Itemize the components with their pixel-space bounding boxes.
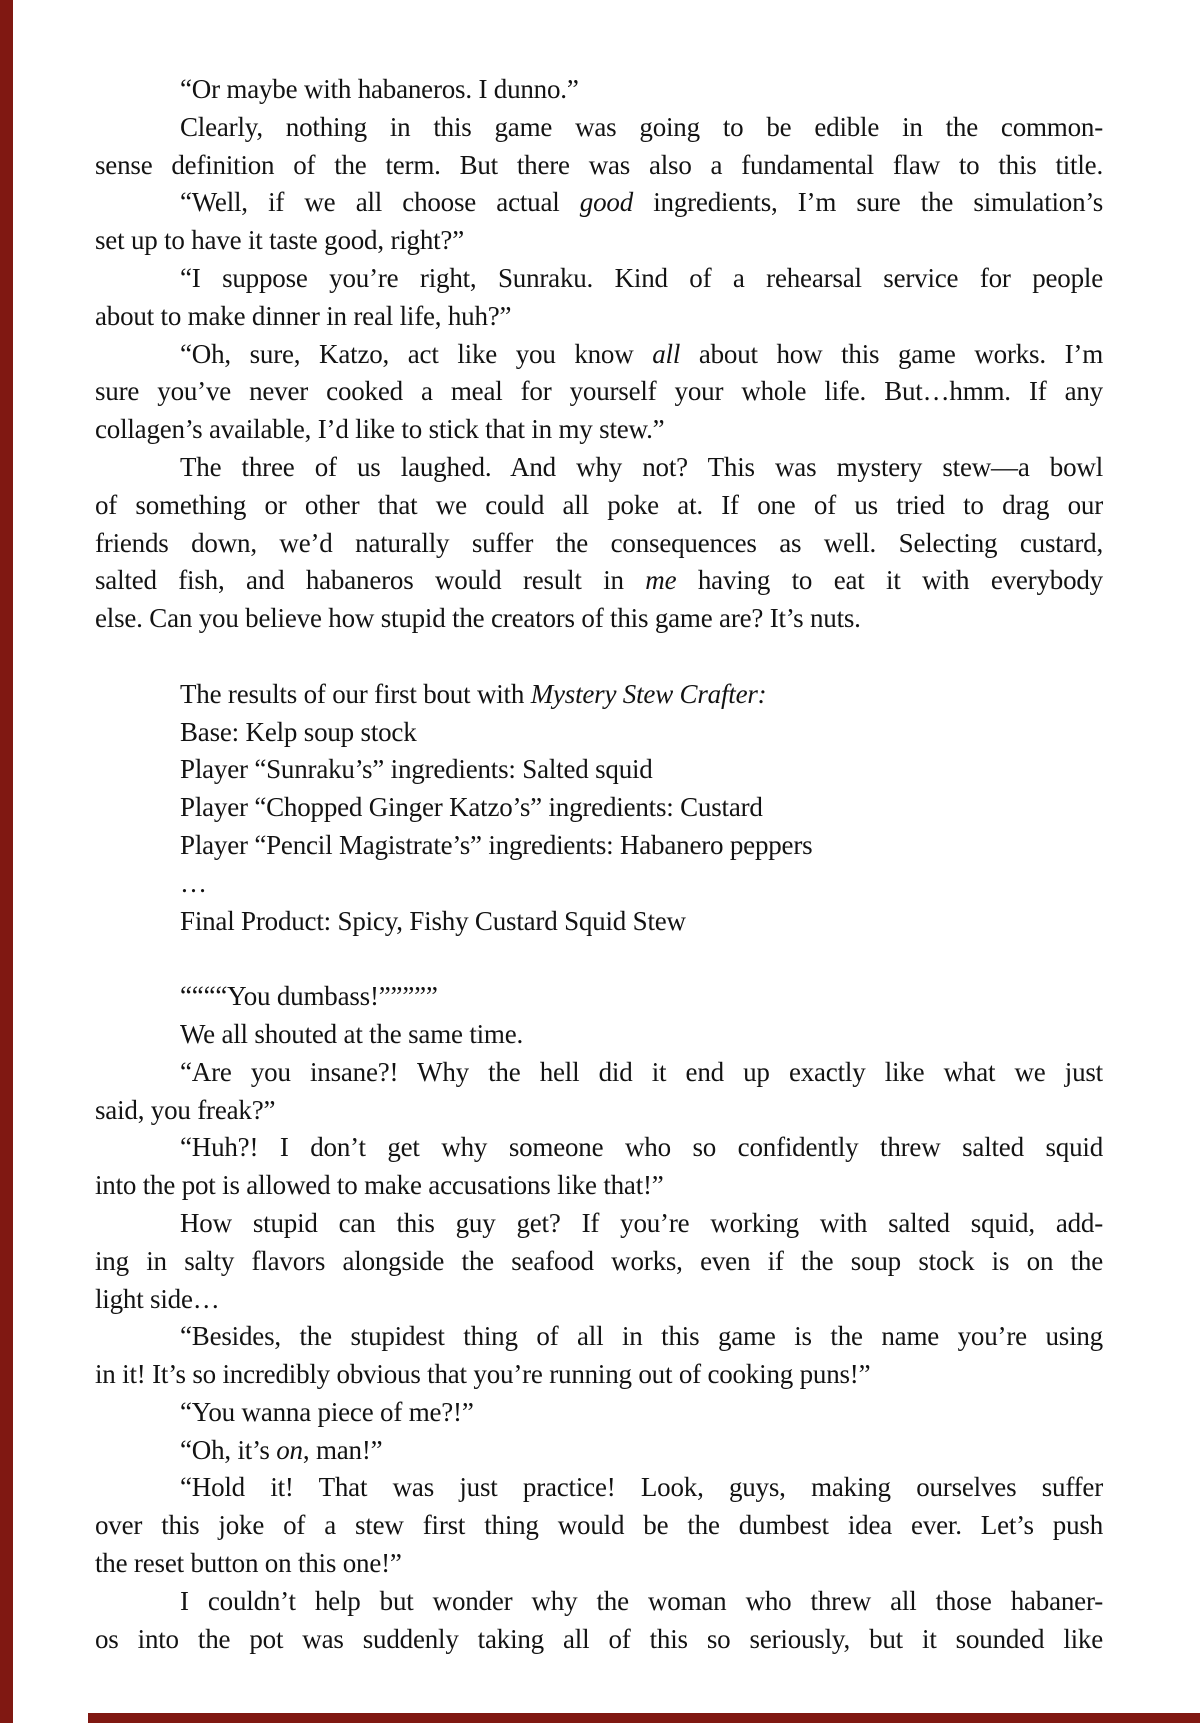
text-segment: … <box>180 867 207 898</box>
text-segment: said, you freak?” <box>95 1094 276 1125</box>
text-segment: friends down, we’d naturally suffer the consequences as well. Selecting custard, <box>95 527 1103 558</box>
text-line <box>95 449 1103 487</box>
text-line <box>95 1394 1103 1432</box>
text-segment: Player “Pencil Magistrate’s” ingredients: Habanero peppers <box>180 829 813 860</box>
text-line <box>95 487 1103 525</box>
text-line <box>95 336 1103 374</box>
text-line <box>95 1469 1103 1507</box>
text-segment: ““““You dumbass!””””” <box>180 981 438 1012</box>
text-segment: else. Can you believe how stupid the creators of this game are? It’s nuts. <box>95 603 861 634</box>
text-segment: Player “Chopped Ginger Katzo’s” ingredients: Custard <box>180 792 763 823</box>
text-segment: “Well, if we all choose actual <box>180 187 580 218</box>
text-segment: light side… <box>95 1283 220 1314</box>
text-line <box>95 1432 1103 1470</box>
text-segment: ingredients, I’m sure the simulation’s <box>633 187 1104 218</box>
paragraph-gap <box>95 638 1103 676</box>
text-line <box>95 751 1103 789</box>
text-line <box>95 1054 1103 1092</box>
text-segment: sure you’ve never cooked a meal for yourself your whole life. But…hmm. If any <box>95 376 1103 407</box>
text-line <box>95 222 1103 260</box>
text-line <box>95 1016 1103 1054</box>
text-segment: Base: Kelp soup stock <box>180 716 417 747</box>
text-segment: The results of our first bout with <box>180 678 531 709</box>
text-segment: “Oh, sure, Katzo, act like you know <box>180 338 653 369</box>
text-segment: into the pot is allowed to make accusations like that!” <box>95 1170 664 1201</box>
italic-text-segment: me <box>645 565 677 596</box>
text-segment: having to eat it with everybody <box>676 565 1103 596</box>
text-segment: salted fish, and habaneros would result in <box>95 565 646 596</box>
page-edge-bottom <box>88 1713 1200 1723</box>
text-line <box>95 903 1103 941</box>
text-segment: the reset button on this one!” <box>95 1548 402 1579</box>
text-segment: Final Product: Spicy, Fishy Custard Squid Stew <box>180 905 686 936</box>
text-line <box>95 147 1103 185</box>
text-segment: in it! It’s so incredibly obvious that you’re running out of cooking puns!” <box>95 1359 871 1390</box>
text-segment: I couldn’t help but wonder why the woman who threw all those habaner- <box>180 1585 1103 1616</box>
italic-text-segment: Mystery Stew Crafter: <box>530 678 767 709</box>
page-edge-left <box>0 0 13 1723</box>
text-segment: “Huh?! I don’t get why someone who so confidently threw salted squid <box>180 1132 1103 1163</box>
text-segment: The three of us laughed. And why not? This was mystery stew—a bowl <box>180 451 1103 482</box>
text-line <box>95 1621 1103 1659</box>
text-line <box>95 827 1103 865</box>
text-segment: of something or other that we could all poke at. If one of us tried to drag our <box>95 489 1103 520</box>
text-segment: “Hold it! That was just practice! Look, guys, making ourselves suffer <box>180 1472 1103 1503</box>
italic-text-segment: on <box>276 1434 303 1465</box>
text-line <box>95 1318 1103 1356</box>
text-line <box>95 109 1103 147</box>
text-line <box>95 1507 1103 1545</box>
text-line <box>95 1545 1103 1583</box>
text-line <box>95 1129 1103 1167</box>
paragraph-gap <box>95 940 1103 978</box>
text-line <box>95 184 1103 222</box>
text-segment: ing in salty flavors alongside the seafood works, even if the soup stock is on the <box>95 1245 1103 1276</box>
text-segment: sense definition of the term. But there was also a fundamental flaw to this title. <box>95 149 1103 180</box>
text-line <box>95 1243 1103 1281</box>
text-segment: over this joke of a stew first thing would be the dumbest idea ever. Let’s push <box>95 1510 1103 1541</box>
text-line <box>95 978 1103 1016</box>
text-segment: about how this game works. I’m <box>680 338 1103 369</box>
text-line <box>95 1583 1103 1621</box>
text-segment: “Are you insane?! Why the hell did it end up exactly like what we just <box>180 1056 1103 1087</box>
text-segment: How stupid can this guy get? If you’re working with salted squid, add- <box>180 1207 1103 1238</box>
text-line <box>95 1356 1103 1394</box>
text-line <box>95 1167 1103 1205</box>
page-text <box>95 71 1103 1658</box>
text-segment: , man!” <box>302 1434 383 1465</box>
text-segment: set up to have it taste good, right?” <box>95 225 465 256</box>
text-line <box>95 525 1103 563</box>
italic-text-segment: all <box>652 338 681 369</box>
text-segment: Player “Sunraku’s” ingredients: Salted squid <box>180 754 653 785</box>
text-line <box>95 1092 1103 1130</box>
text-line <box>95 411 1103 449</box>
text-segment: os into the pot was suddenly taking all of this so seriously, but it sounded like <box>95 1623 1103 1654</box>
text-segment: about to make dinner in real life, huh?” <box>95 300 512 331</box>
text-segment: “Besides, the stupidest thing of all in this game is the name you’re using <box>180 1321 1103 1352</box>
text-line <box>95 71 1103 109</box>
text-line <box>95 676 1103 714</box>
text-line <box>95 600 1103 638</box>
text-line <box>95 865 1103 903</box>
text-segment: collagen’s available, I’d like to stick that in my stew.” <box>95 414 665 445</box>
text-segment: We all shouted at the same time. <box>180 1018 524 1049</box>
text-line <box>95 260 1103 298</box>
text-line <box>95 714 1103 752</box>
text-line <box>95 789 1103 827</box>
text-line <box>95 373 1103 411</box>
text-line <box>95 562 1103 600</box>
text-segment: Clearly, nothing in this game was going to be edible in the common- <box>180 111 1103 142</box>
text-segment: “Oh, it’s <box>180 1434 277 1465</box>
text-line <box>95 298 1103 336</box>
text-line <box>95 1281 1103 1319</box>
text-line <box>95 1205 1103 1243</box>
text-segment: “You wanna piece of me?!” <box>180 1396 474 1427</box>
text-segment: “I suppose you’re right, Sunraku. Kind of a rehearsal service for people <box>180 262 1103 293</box>
text-segment: “Or maybe with habaneros. I dunno.” <box>180 74 579 104</box>
italic-text-segment: good <box>579 187 633 218</box>
